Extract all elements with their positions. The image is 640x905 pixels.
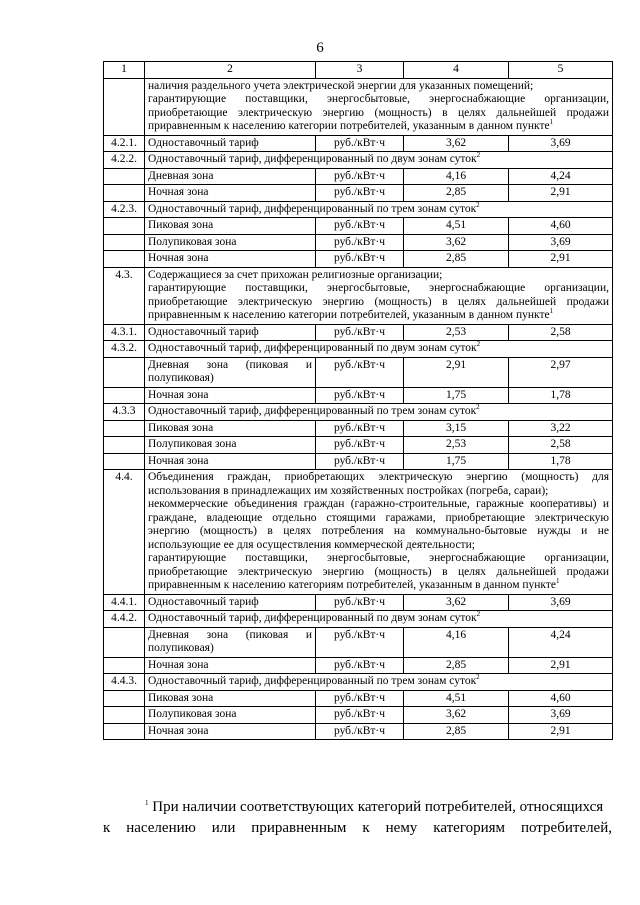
description-text: Ночная зона xyxy=(148,186,209,198)
footnote-line-1 xyxy=(103,797,612,818)
table-row xyxy=(104,185,613,202)
row-value-col5: 4,60 xyxy=(509,690,613,707)
row-description xyxy=(145,218,316,235)
row-description xyxy=(145,185,316,202)
row-value-col4: 3,62 xyxy=(404,707,509,724)
row-description xyxy=(145,404,613,421)
row-value-col4: 3,15 xyxy=(404,420,509,437)
table-row xyxy=(104,168,613,185)
footnote-ref: 2 xyxy=(476,340,481,349)
row-description xyxy=(145,267,613,324)
row-description xyxy=(145,723,316,740)
footnote-text-1: При наличии соответствующих категорий потребителей, относящихся xyxy=(152,799,604,815)
description-text: Одноставочный тариф, дифференцированный по двум зонам суток xyxy=(148,342,477,354)
row-unit: руб./кВт·ч xyxy=(316,185,404,202)
table-header-row xyxy=(104,62,613,79)
table-row xyxy=(104,437,613,454)
description-text: наличия раздельного учета электрической энергии для указанных помещений; xyxy=(148,79,534,92)
row-value-col4: 2,91 xyxy=(404,357,509,387)
row-value-col4: 4,16 xyxy=(404,627,509,657)
row-number: 4.2.3. xyxy=(104,201,145,218)
row-description xyxy=(145,135,316,152)
row-number: 4.2.1. xyxy=(104,135,145,152)
row-number xyxy=(104,234,145,251)
row-number: 4.3. xyxy=(104,267,145,324)
table-row xyxy=(104,357,613,387)
row-unit: руб./кВт·ч xyxy=(316,690,404,707)
table-row xyxy=(104,201,613,218)
row-number: 4.3.1. xyxy=(104,324,145,341)
description-text: Пиковая зона xyxy=(148,421,214,434)
table-row xyxy=(104,324,613,341)
description-text: некоммерческие объединения граждан (гаражно-строительные, гаражные кооперативы) и граждане, владеющие отдельно стоящими гаражами, приобретающие электрическую энергию (мощность) в целях потребления на коммунально-бытовые нужды и не использующие ее для осуществления коммерческой деятельности; xyxy=(148,498,609,551)
row-number xyxy=(104,420,145,437)
row-value-col4: 2,85 xyxy=(404,657,509,674)
table-row xyxy=(104,267,613,324)
description-text: Полупиковая зона xyxy=(148,235,237,248)
row-description xyxy=(145,674,613,691)
table-row xyxy=(104,420,613,437)
row-value-col5: 2,91 xyxy=(509,657,613,674)
row-description xyxy=(145,201,613,218)
table-row xyxy=(104,470,613,595)
table-body xyxy=(104,78,613,740)
row-value-col4: 4,16 xyxy=(404,168,509,185)
row-number: 4.3.3 xyxy=(104,404,145,421)
row-unit: руб./кВт·ч xyxy=(316,387,404,404)
row-value-col4: 2,85 xyxy=(404,723,509,740)
table-row xyxy=(104,657,613,674)
description-text: Одноставочный тариф, дифференцированный по трем зонам суток xyxy=(148,675,477,687)
row-number: 4.2.2. xyxy=(104,152,145,169)
description-text: Дневная зона (пиковая и полупиковая) xyxy=(148,358,312,384)
page-number: 6 xyxy=(316,40,324,56)
description-text: Пиковая зона xyxy=(148,691,214,704)
row-value-col4: 2,53 xyxy=(404,324,509,341)
footnote-ref: 2 xyxy=(476,610,481,619)
row-number xyxy=(104,453,145,470)
row-description xyxy=(145,470,613,595)
description-text: Полупиковая зона xyxy=(148,708,237,720)
row-number xyxy=(104,218,145,235)
row-description xyxy=(145,324,316,341)
row-number xyxy=(104,357,145,387)
row-description xyxy=(145,690,316,707)
row-number xyxy=(104,387,145,404)
row-number xyxy=(104,185,145,202)
table-row xyxy=(104,218,613,235)
header-col-1: 1 xyxy=(104,62,145,79)
row-description xyxy=(145,437,316,454)
row-number xyxy=(104,78,145,135)
table-row xyxy=(104,387,613,404)
row-value-col5: 2,58 xyxy=(509,437,613,454)
description-text: Объединения граждан, приобретающих электрическую энергию (мощность) для использования в принадлежащих им хозяйственных постройках (погреба, сараи); xyxy=(148,471,609,497)
row-unit: руб./кВт·ч xyxy=(316,168,404,185)
row-description xyxy=(145,78,613,135)
description-text: гарантирующие поставщики, энергосбытовые, энергоснабжающие организации, приобретающие электрическую энергию (мощность) в целях дальнейшей продажи приравненным к населению категории потребителей, указанным в данном пункте xyxy=(148,93,609,132)
row-number xyxy=(104,251,145,268)
row-unit: руб./кВт·ч xyxy=(316,453,404,470)
row-unit: руб./кВт·ч xyxy=(316,627,404,657)
row-number xyxy=(104,657,145,674)
row-unit: руб./кВт·ч xyxy=(316,707,404,724)
footnote-marker: 1 xyxy=(145,799,149,807)
description-text: Дневная зона (пиковая и полупиковая) xyxy=(148,628,312,654)
row-description xyxy=(145,168,316,185)
row-value-col4: 1,75 xyxy=(404,387,509,404)
table-row xyxy=(104,453,613,470)
row-value-col5: 3,69 xyxy=(509,135,613,152)
row-value-col4: 2,53 xyxy=(404,437,509,454)
row-value-col4: 4,51 xyxy=(404,218,509,235)
row-value-col5: 2,91 xyxy=(509,185,613,202)
row-number xyxy=(104,437,145,454)
table-row xyxy=(104,674,613,691)
row-value-col5: 3,69 xyxy=(509,707,613,724)
description-text: Ночная зона xyxy=(148,658,209,671)
description-text: Дневная зона xyxy=(148,169,214,182)
table-row xyxy=(104,723,613,740)
header-col-5: 5 xyxy=(509,62,613,79)
footnote-ref: 2 xyxy=(476,200,480,209)
description-text: гарантирующие поставщики, энергосбытовые, энергоснабжающие организации, приобретающие электрическую энергию (мощность) в целях дальнейшей продажи приравненным к населению категориям потребителей, указанным в данном пункте xyxy=(148,552,609,591)
row-number xyxy=(104,723,145,740)
row-number xyxy=(104,690,145,707)
row-description xyxy=(145,453,316,470)
row-number: 4.3.2. xyxy=(104,341,145,358)
description-text: Одноставочный тариф, дифференцированный по трем зонам суток xyxy=(148,405,477,417)
row-description xyxy=(145,357,316,387)
row-value-col5: 3,69 xyxy=(509,234,613,251)
table-row xyxy=(104,135,613,152)
row-value-col4: 2,85 xyxy=(404,251,509,268)
table-row xyxy=(104,152,613,169)
table-row xyxy=(104,627,613,657)
footnote-ref: 2 xyxy=(476,673,480,682)
header-col-3: 3 xyxy=(316,62,404,79)
footnote-ref: 1 xyxy=(549,307,554,316)
description-text: гарантирующие поставщики, энергосбытовые, энергоснабжающие организации, приобретающие электрическую энергию (мощность) в целях дальнейшей продажи приравненным к населению категории потребителей, указанным в данном пункте xyxy=(148,282,609,321)
row-unit: руб./кВт·ч xyxy=(316,251,404,268)
description-text: Одноставочный тариф xyxy=(148,595,259,608)
description-text: Одноставочный тариф xyxy=(148,325,259,338)
row-unit: руб./кВт·ч xyxy=(316,657,404,674)
row-description xyxy=(145,594,316,611)
footnote-ref: 1 xyxy=(549,118,554,127)
row-description xyxy=(145,341,613,358)
row-unit: руб./кВт·ч xyxy=(316,218,404,235)
description-text: Ночная зона xyxy=(148,454,209,467)
table-row xyxy=(104,251,613,268)
row-unit: руб./кВт·ч xyxy=(316,324,404,341)
row-unit: руб./кВт·ч xyxy=(316,234,404,251)
row-value-col5: 4,24 xyxy=(509,168,613,185)
row-number xyxy=(104,168,145,185)
footnote-ref: 2 xyxy=(476,403,480,412)
table-row xyxy=(104,707,613,724)
description-text: Ночная зона xyxy=(148,388,209,401)
row-number: 4.4.2. xyxy=(104,611,145,628)
row-unit: руб./кВт·ч xyxy=(316,357,404,387)
description-text: Одноставочный тариф xyxy=(148,136,259,149)
row-value-col4: 3,62 xyxy=(404,594,509,611)
row-value-col4: 3,62 xyxy=(404,135,509,152)
row-number xyxy=(104,627,145,657)
row-value-col5: 2,58 xyxy=(509,324,613,341)
table-row xyxy=(104,690,613,707)
row-unit: руб./кВт·ч xyxy=(316,723,404,740)
table-row xyxy=(104,234,613,251)
footnote-line-2: к населению или приравненным к нему категориям потребителей, xyxy=(103,820,612,836)
row-unit: руб./кВт·ч xyxy=(316,594,404,611)
row-description xyxy=(145,657,316,674)
description-text: Одноставочный тариф, дифференцированный по двум зонам суток xyxy=(148,153,477,165)
description-text: Одноставочный тариф, дифференцированный по трем зонам суток xyxy=(148,202,477,215)
row-value-col4: 1,75 xyxy=(404,453,509,470)
row-value-col5: 2,97 xyxy=(509,357,613,387)
row-value-col5: 3,22 xyxy=(509,420,613,437)
row-value-col5: 1,78 xyxy=(509,453,613,470)
row-value-col5: 4,24 xyxy=(509,627,613,657)
row-unit: руб./кВт·ч xyxy=(316,135,404,152)
description-text: Одноставочный тариф, дифференцированный по двум зонам суток xyxy=(148,612,477,624)
row-description xyxy=(145,420,316,437)
row-value-col4: 4,51 xyxy=(404,690,509,707)
header-col-4: 4 xyxy=(404,62,509,79)
row-description xyxy=(145,387,316,404)
row-value-col4: 2,85 xyxy=(404,185,509,202)
row-unit: руб./кВт·ч xyxy=(316,420,404,437)
tariff-table xyxy=(103,61,613,740)
table-row xyxy=(104,341,613,358)
row-value-col5: 4,60 xyxy=(509,218,613,235)
row-description xyxy=(145,251,316,268)
row-value-col5: 2,91 xyxy=(509,251,613,268)
description-text: Полупиковая зона xyxy=(148,438,237,450)
description-text: Пиковая зона xyxy=(148,219,214,231)
row-number: 4.4.1. xyxy=(104,594,145,611)
table-row xyxy=(104,611,613,628)
row-description xyxy=(145,611,613,628)
row-number: 4.4.3. xyxy=(104,674,145,691)
row-description xyxy=(145,707,316,724)
footnote xyxy=(103,797,612,839)
row-description xyxy=(145,234,316,251)
row-value-col5: 2,91 xyxy=(509,723,613,740)
row-unit: руб./кВт·ч xyxy=(316,437,404,454)
description-text: Ночная зона xyxy=(148,252,209,264)
row-value-col5: 3,69 xyxy=(509,594,613,611)
row-value-col4: 3,62 xyxy=(404,234,509,251)
header-col-2: 2 xyxy=(145,62,316,79)
row-description xyxy=(145,627,316,657)
description-text: Содержащиеся за счет прихожан религиозные организации; xyxy=(148,268,443,281)
table-row xyxy=(104,404,613,421)
row-description xyxy=(145,152,613,169)
table-row xyxy=(104,594,613,611)
footnote-ref: 2 xyxy=(476,151,481,160)
row-value-col5: 1,78 xyxy=(509,387,613,404)
row-number: 4.4. xyxy=(104,470,145,595)
footnote-ref: 1 xyxy=(556,577,560,586)
description-text: Ночная зона xyxy=(148,724,209,737)
row-number xyxy=(104,707,145,724)
table-row xyxy=(104,78,613,135)
